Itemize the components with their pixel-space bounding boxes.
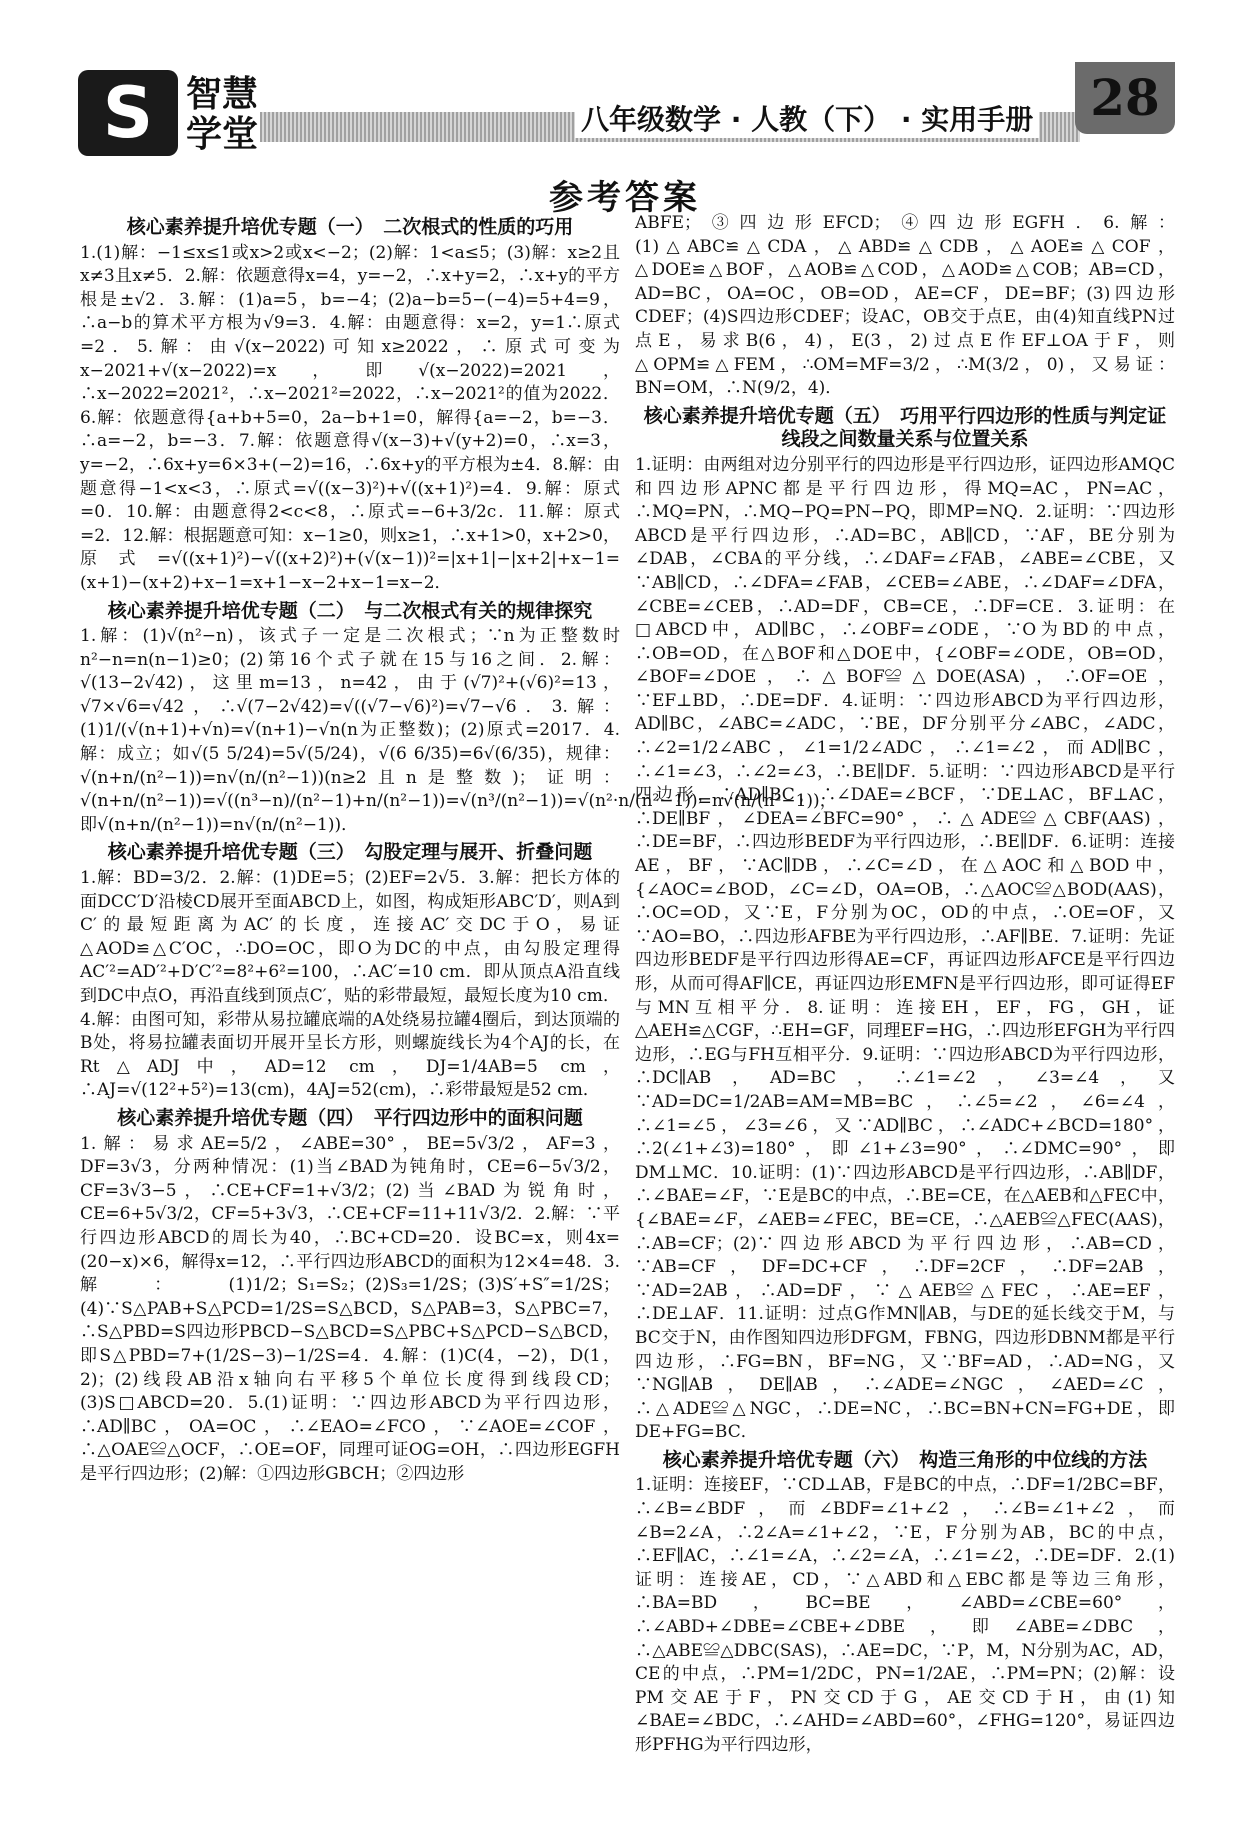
section-heading: 核心素养提升培优专题（四） 平行四边形中的面积问题 [117,1106,583,1129]
section-heading: 核心素养提升培优专题（三） 勾股定理与展开、折叠问题 [107,841,593,864]
section-body: 1.(1)解：−1≤x≤1或x>2或x<−2；(2)解：1<a≤5；(3)解：x≥2且x≠3且x≠5．2.解：依题意得x=4，y=−2，∴x+y=2，∴x+y的平方根是±√2．3.解：(1)a=5，b=−4；(2)a−b=5−(−4)=5+4=9，∴a−b的算术平方根为√9=3．4.解：由题意得：x=2，y=1∴原式=2．5.解：由√(x−2022)可知x≥2022，∴原式可变为x−2021+√(x−2022)=x，即√(x−2022)=2021，∴x−2022=2021²，∴x−2021²=2022，∴x−2021²的值为2022．6.解：依题意得{a+b+5=0，2a−b+1=0，解得{a=−2，b=−3．∴a=−2，b=−3．7.解：依题意得√(x−3)+√(y+2)=0，∴x=3，y=−2，∴6x+y=6×3+(−2)=16，∴6x+y的平方根为±4．8.解：由题意得−1<x<3，∴原式=√((x−3)²)+√((x+1)²)=4．9.解：原式=0．10.解：由题意得2<c<8，∴原式=−6+3/2c．11.解：原式=2．12.解：根据题意可知：x−1≥0，则x≥1，∴x+1>0，x+2>0，原式=√((x+1)²)−√((x+2)²)+(√(x−1))²=|x+1|−|x+2|+x−1=(x+1)−(x+2)+x−1=x+1−x−2+x−1=x−2． [80,242,620,593]
section-body: 1.解：易求AE=5/2，∠ABE=30°，BE=5√3/2，AF=3，DF=3√3，分两种情况：(1)当∠BAD为钝角时，CE=6−5√3/2，CF=3√3−5，∴CE+CF=1+√3/2；(2)当∠BAD为锐角时，CE=6+5√3/2，CF=5+3√3，∴CE+CF=11+11√3/2．2.解：∵平行四边形ABCD的周长为40，∴BC+CD=20．设BC=x，则4x=(20−x)×6，解得x=12，∴平行四边形ABCD的面积为12×4=48．3.解：(1)1/2；S₁=S₂；(2)S₃=1/2S；(3)S′+S″=1/2S；(4)∵S△PAB+S△PCD=1/2S=S△BCD，S△PAB=3，S△PBC=7，∴S△PBD=S四边形PBCD−S△BCD=S△PBC+S△PCD−S△BCD，即S△PBD=7+(1/2S−3)−1/2S=4．4.解：(1)C(4，−2)，D(1，2)；(2)线段AB沿x轴向右平移5个单位长度得到线段CD；(3)S□ABCD=20．5.(1)证明：∵四边形ABCD为平行四边形，∴AD∥BC，OA=OC，∴∠EAO=∠FCO，∵∠AOE=∠COF，∴△OAE≌△OCF，∴OE=OF，同理可证OG=OH，∴四边形EGFH是平行四边形；(2)解：①四边形GBCH；②四边形 [80,1133,620,1484]
page-title: 参考答案 [549,178,701,218]
section-body: 1.证明：由两组对边分别平行的四边形是平行四边形，证四边形AMQC和四边形APNC都是平行四边形，得MQ=AC，PN=AC，∴MQ=PN，∴MQ−PQ=PN−PQ，即MP=NQ．2.证明：∵四边形ABCD是平行四边形，∴AD=BC，AB∥CD，∵AF，BE分别为∠DAB，∠CBA的平分线，∴∠DAF=∠FAB，∠ABE=∠CBE，又∵AB∥CD，∴∠DFA=∠FAB，∠CEB=∠ABE，∴∠DAF=∠DFA，∠CBE=∠CEB，∴AD=DF，CB=CE，∴DF=CE．3.证明：在□ABCD中，AD∥BC，∴∠OBF=∠ODE，∵O为BD的中点，∴OB=OD，在△BOF和△DOE中，{∠OBF=∠ODE，OB=OD，∠BOF=∠DOE，∴△BOF≌△DOE(ASA)，∴OF=OE，∵EF⊥BD，∴DE=DF．4.证明：∵四边形ABCD为平行四边形，AD∥BC，∠ABC=∠ADC，∵BE，DF分别平分∠ABC，∠ADC，∴∠2=1/2∠ABC，∠1=1/2∠ADC，∴∠1=∠2，而AD∥BC，∴∠1=∠3，∴∠2=∠3，∴BE∥DF．5.证明：∵四边形ABCD是平行四边形，∴AD∥BC，∴∠DAE=∠BCF，∵DE⊥AC，BF⊥AC，∴DE∥BF，∠DEA=∠BFC=90°，∴△ADE≌△CBF(AAS)，∴DE=BF，∴四边形BEDF为平行四边形，∴BE∥DF．6.证明：连接AE，BF，∵AC∥DB，∴∠C=∠D，在△AOC和△BOD中，{∠AOC=∠BOD，∠C=∠D，OA=OB，∴△AOC≌△BOD(AAS)，∴OC=OD，又∵E，F分别为OC，OD的中点，∴OE=OF，又∵AO=BO，∴四边形AFBE为平行四边形，∴AF∥BE．7.证明：先证四边形BEDF是平行四边形得AE=CF，再证四边形AFCE是平行四边形，从而可得AF∥CE，再证四边形EMFN是平行四边形，即可证得EF与MN互相平分．8.证明：连接EH，EF，FG，GH，证△AEH≌△CGF，∴EH=GF，同理EF=HG，∴四边形EFGH为平行四边形，∴EG与FH互相平分．9.证明：∵四边形ABCD为平行四边形，∴DC∥AB，AD=BC，∴∠1=∠2，∠3=∠4，又∵AD=DC=1/2AB=AM=MB=BC，∴∠5=∠2，∠6=∠4，∴∠1=∠5，∠3=∠6，又∵AD∥BC，∴∠ADC+∠BCD=180°，∴2(∠1+∠3)=180°，即∠1+∠3=90°，∴∠DMC=90°，即DM⊥MC．10.证明：(1)∵四边形ABCD是平行四边形，∴AB∥DF，∴∠BAE=∠F，∵E是BC的中点，∴BE=CE，在△AEB和△FEC中，{∠BAE=∠F，∠AEB=∠FEC，BE=CE，∴△AEB≌△FEC(AAS)，∴AB=CF；(2)∵四边形ABCD为平行四边形，∴AB=CD，∵AB=CF，DF=DC+CF，∴DF=2CF，∴DF=2AB，∵AD=2AB，∴AD=DF，∵△AEB≌△FEC，∴AE=EF，∴DE⊥AF．11.证明：过点G作MN∥AB，与DE的延长线交于M，与BC交于N，由作图知四边形DFGM，FBNG，四边形DBNM都是平行四边形，∴FG=BN，BF=NG，又∵BF=AD，∴AD=NG，又∵NG∥AB，DE∥AB，∴∠ADE=∠NGC，∠AED=∠C，∴△ADE≌△NGC，∴DE=NC，∴BC=BN+CN=FG+DE，即DE+FG=BC． [635,454,1175,1443]
logo-icon: S [78,70,178,156]
right-column [635,212,1175,1758]
page-number: 28 [1075,62,1175,134]
brand-name: 智慧学堂 [186,73,259,155]
section-body: ABFE；③四边形EFCD；④四边形EGFH．6.解：(1)△ABC≌△CDA，△ABD≌△CDB，△AOE≌△COF，△DOE≌△BOF，△AOB≌△COD，△AOD≌△COB；AB=CD，AD=BC，OA=OC，OB=OD，AE=CF，DE=BF；(3)四边形CDEF；(4)S四边形CDEF；设AC，OB交于点E，由(4)知直线PN过点E，易求B(6，4)，E(3，2)过点E作EF⊥OA于F，则△OPM≌△FEM，∴OM=MF=3/2，∴M(3/2，0)，又易证：BN=OM，∴N(9/2，4)． [635,213,1175,399]
section-heading: 核心素养提升培优专题（一） 二次根式的性质的巧用 [126,216,574,238]
section-body: 1.解：BD=3/2．2.解：(1)DE=5；(2)EF=2√5．3.解：把长方体的面DCC′D′沿棱CD展开至面ABCD上，如图，构成矩形ABC′D′，则A到C′的最短距离为AC′的长度，连接AC′交DC于O，易证△AOD≌△C′OC，∴DO=OC，即O为DC的中点，由勾股定理得AC′²=AD′²+D′C′²=8²+6²=100，∴AC′=10 cm．即从顶点A沿直线到DC中点O，再沿直线到顶点C′，贴的彩带最短，最短长度为10 cm．4.解：由图可知，彩带从易拉罐底端的A处绕易拉罐4圈后，到达顶端的B处，将易拉罐表面切开展开呈长方形，则螺旋线长为4个AJ的长，在Rt△ADJ中，AD=12 cm，DJ=1/4AB=5 cm，∴AJ=√(12²+5²)=13(cm)，4AJ=52(cm)，∴彩带最短是52 cm． [80,868,620,1101]
page-header [0,0,1250,160]
section-body: 1.证明：连接EF，∵CD⊥AB，F是BC的中点，∴DF=1/2BC=BF，∴∠B=∠BDF，而∠BDF=∠1+∠2，∴∠B=∠1+∠2，而∠B=2∠A，∴2∠A=∠1+∠2，∵E，F分别为AB，BC的中点，∴EF∥AC，∴∠1=∠A，∴∠2=∠A，∴∠1=∠2，∴DE=DF．2.(1)证明：连接AE，CD，∵△ABD和△EBC都是等边三角形，∴BA=BD，BC=BE，∠ABD=∠CBE=60°，∴∠ABD+∠DBE=∠CBE+∠DBE，即∠ABE=∠DBC，∴△ABE≌△DBC(SAS)，∴AE=DC，∵P，M，N分别为AC，AD，CE的中点，∴PM=1/2DC，PN=1/2AE，∴PM=PN；(2)解：设PM交AE于F，PN交CD于G，AE交CD于H，由(1)知∠BAE=∠BDC，∴∠AHD=∠ABD=60°，∠FHG=120°，易证四边形PFHG为平行四边形， [635,1475,1175,1755]
section-heading: 核心素养提升培优专题（五） 巧用平行四边形的性质与判定证线段之间数量关系与位置关系 [643,404,1167,451]
book-subtitle: 八年级数学 · 人教（下） · 实用手册 [575,98,1039,138]
section-heading: 核心素养提升培优专题（六） 构造三角形的中位线的方法 [662,1448,1148,1471]
section-heading: 核心素养提升培优专题（二） 与二次根式有关的规律探究 [107,599,593,622]
left-column [80,212,837,1486]
section-body: 1.解：(1)√(n²−n)，该式子一定是二次根式；∵n为正整数时n²−n=n(n−1)≥0；(2)第16个式子就在15与16之间．2.解：√(13−2√42)，这里m=13，n=42，由于(√7)²+(√6)²=13，√7×√6=√42，∴√(7−2√42)=√((√7−√6)²)=√7−√6．3.解：(1)1/(√(n+1)+√n)=√(n+1)−√n(n为正整数)；(2)原式=2017．4.解：成立；如√(5 5/24)=5√(5/24)，√(6 6/35)=6√(6/35)，规律：√(n+n/(n²−1))=n√(n/(n²−1))(n≥2且n是整数)；证明：√(n+n/(n²−1))=√((n³−n)/(n²−1)+n/(n²−1))=√(n³/(n²−1))=√(n²·n/(n²−1))=n√(n/(n²−1))，即√(n+n/(n²−1))=n√(n/(n²−1))． [80,626,837,835]
